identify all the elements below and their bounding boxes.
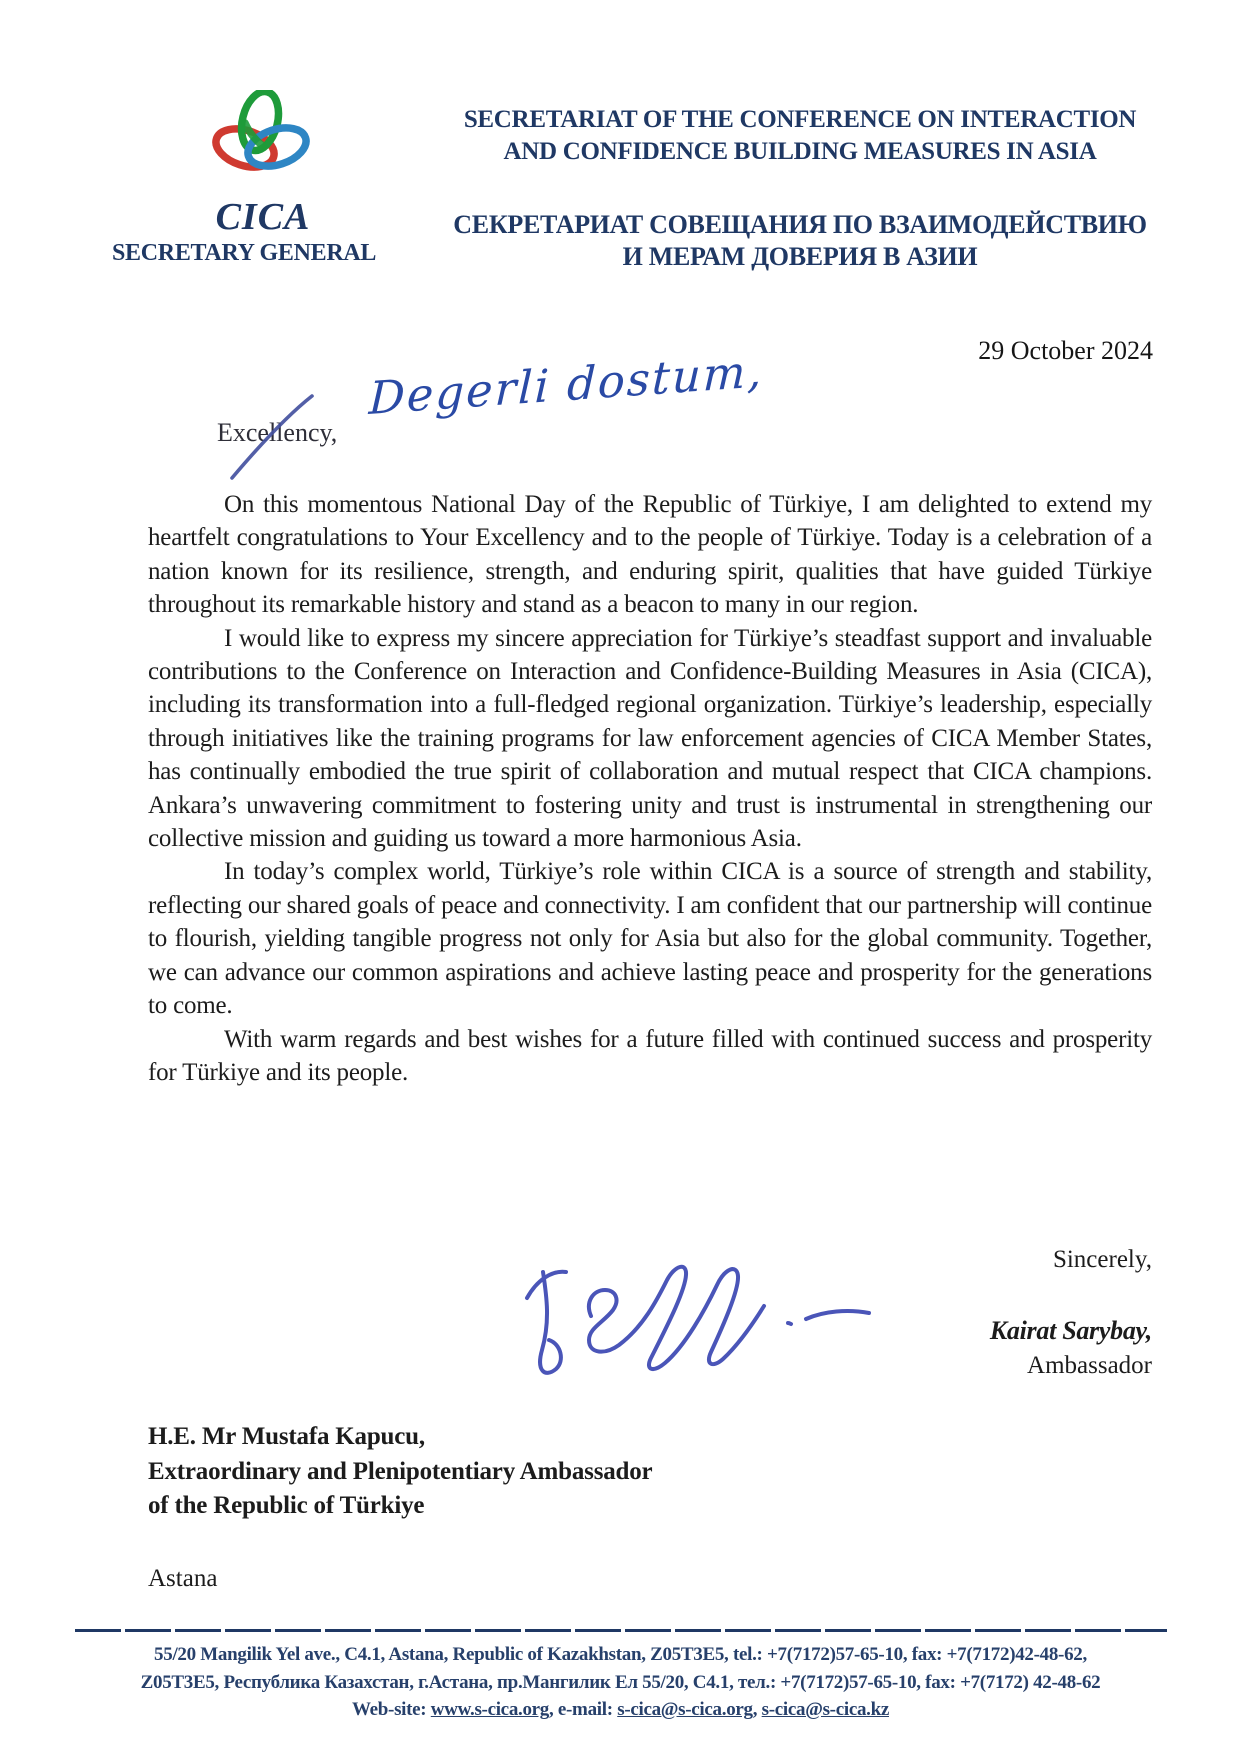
signature-icon	[505, 1230, 925, 1410]
email-link-org[interactable]: s-cica@s-cica.org	[617, 1699, 753, 1720]
recipient-city: Astana	[148, 1565, 218, 1592]
paragraph-4: With warm regards and best wishes for a future filled with continued success and prosperity for Türkiye and its people.	[148, 1025, 1152, 1086]
footer-contacts	[60, 1696, 1181, 1724]
salutation: Excellency,	[217, 418, 338, 447]
closing: Sincerely,	[1052, 1246, 1152, 1273]
signer-title: Ambassador	[1027, 1352, 1152, 1379]
recipient-block	[148, 1420, 652, 1524]
letter-body	[148, 488, 1152, 1089]
org-title-russian-line1: СЕКРЕТАРИАТ СОВЕЩАНИЯ ПО ВЗАИМОДЕЙСТВИЮ	[453, 210, 1147, 239]
paragraph-1: On this momentous National Day of the Republic of Türkiye, I am delighted to extend my heartfelt congratulations to Your Excellency and to the people of Türkiye. Today is a celebration of a nation known for its resilience, strength, and enduring spirit, qualities that have guided Türkiye throughout its remarkable history and stand as a beacon to many in our region.	[148, 491, 1152, 619]
paragraph-2: I would like to express my sincere appreciation for Türkiye’s steadfast support and invaluable contributions to the Conference on Interaction and Confidence-Building Measures in Asia (CICA), including its transformation into a full-fledged regional organization. Türkiye’s leadership, especially through initiatives like the training programs for law enforcement agencies of CICA Member States, has continually embodied the true spirit of collaboration and mutual respect that CICA champions. Ankara’s unwavering commitment to fostering unity and trust is instrumental in strengthening our collective mission and guiding us toward a more harmonious Asia.	[148, 624, 1152, 853]
letter-date: 29 October 2024	[978, 336, 1153, 365]
org-title-russian-line2: И МЕРАМ ДОВЕРИЯ В АЗИИ	[622, 242, 978, 271]
footer-divider	[75, 1629, 1167, 1632]
org-titles	[430, 104, 1170, 273]
website-link[interactable]: www.s-cica.org	[430, 1699, 549, 1720]
cica-rings-icon	[201, 90, 325, 194]
logo-wordmark: CICA	[215, 196, 311, 238]
org-title-english-line1: SECRETARIAT OF THE CONFERENCE ON INTERACTION	[463, 106, 1137, 133]
paragraph-3: In today’s complex world, Türkiye’s role within CICA is a source of strength and stability, reflecting our shared goals of peace and connectivity. I am confident that our partnership will continue to flourish, yielding tangible progress not only for Asia but also for the global community. Together, we can advance our common aspirations and achieve lasting peace and prosperity for the generations to come.	[148, 858, 1152, 1020]
handwritten-salutation: Degerli dostum,	[368, 344, 765, 425]
footer-address-ru: Z05T3E5, Республика Казахстан, г.Астана, пр.Мангилик Ел 55/20, C4.1, тел.: +7(7172)57-65-10, fax: +7(7172) 42-48-62	[140, 1671, 1101, 1693]
email-link-kz[interactable]: s-cica@s-cica.kz	[761, 1699, 889, 1720]
footer-website-label: Web-site:	[351, 1699, 431, 1720]
footer	[60, 1641, 1181, 1724]
footer-email-label: , e-mail:	[549, 1699, 618, 1720]
recipient-country: of the Republic of Türkiye	[148, 1492, 425, 1519]
org-title-english-line2: AND CONFIDENCE BUILDING MEASURES IN ASIA	[503, 138, 1097, 165]
footer-address-en: 55/20 Mangilik Yel ave., C4.1, Astana, Republic of Kazakhstan, Z05T3E5, tel.: +7(7172)57-65-10, fax: +7(7172)42-48-62,	[154, 1644, 1087, 1665]
recipient-name: H.E. Mr Mustafa Kapucu,	[148, 1423, 425, 1450]
cica-logo	[198, 90, 328, 236]
sender-role: SECRETARY GENERAL	[112, 240, 377, 266]
signer-name: Kairat Sarybay,	[989, 1316, 1152, 1345]
org-title-english	[430, 104, 1170, 168]
footer-email-separator: ,	[752, 1699, 762, 1720]
recipient-title: Extraordinary and Plenipotentiary Ambassador	[148, 1457, 653, 1485]
org-title-russian	[430, 209, 1170, 273]
